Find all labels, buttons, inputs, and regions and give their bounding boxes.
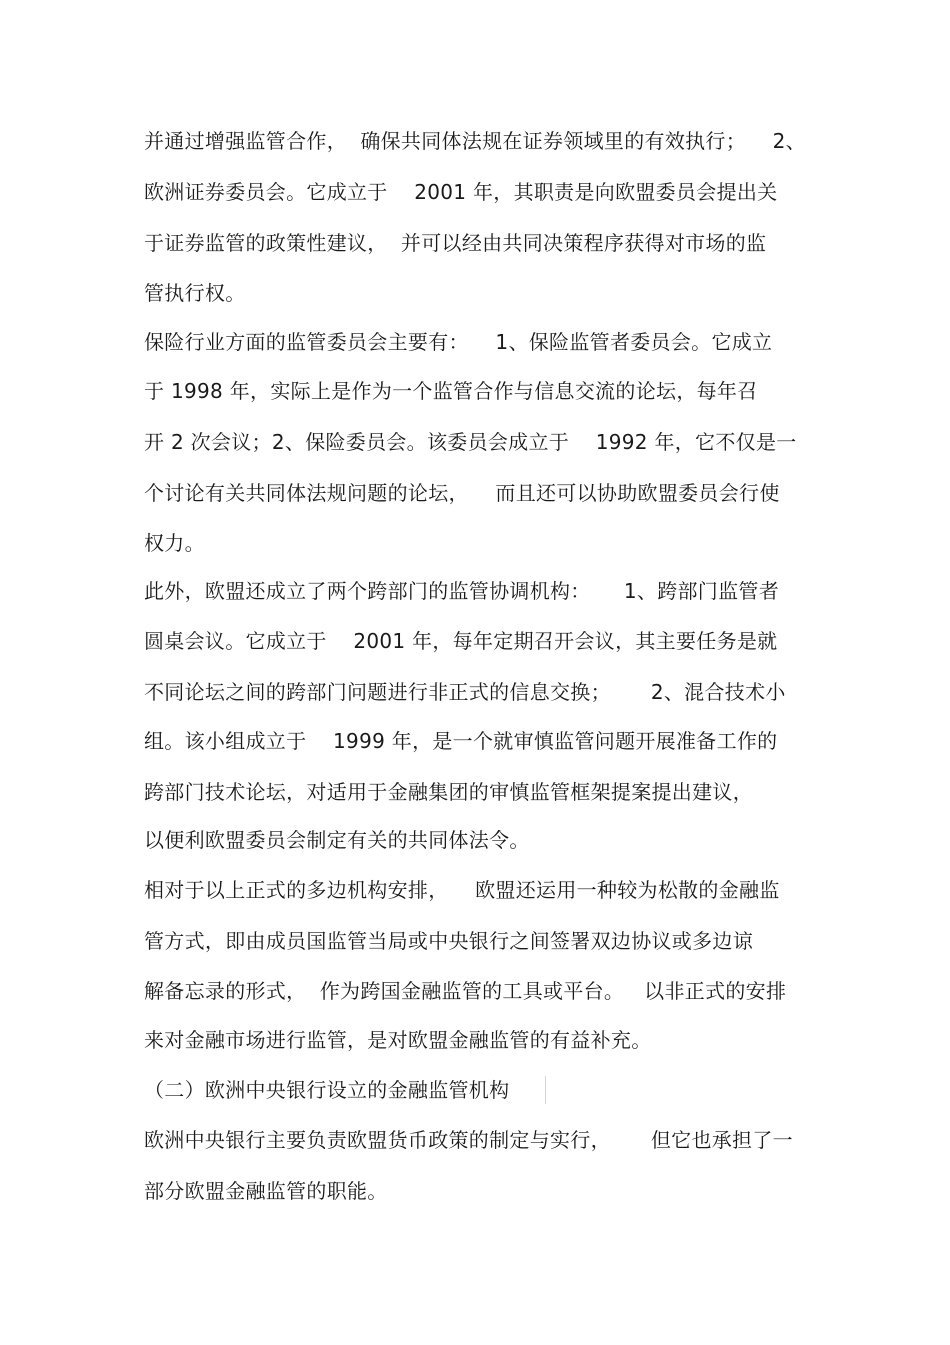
text-line: 此外，欧盟还成立了两个跨部门的监管协调机构： 1、跨部门监管者: [144, 579, 780, 603]
text-line: 并通过增强监管合作， 确保共同体法规在证券领域里的有效执行； 2、: [144, 129, 806, 153]
text-line: 来对金融市场进行监管，是对欧盟金融监管的有益补充。: [144, 1028, 652, 1052]
text-line: 管方式，即由成员国监管当局或中央银行之间签署双边协议或多边谅: [144, 929, 753, 953]
text-line: 组。该小组成立于 1999 年，是一个就审慎监管问题开展准备工作的: [144, 729, 778, 753]
text-line: 个讨论有关共同体法规问题的论坛， 而且还可以协助欧盟委员会行使: [144, 481, 780, 505]
text-line: 相对于以上正式的多边机构安排， 欧盟还运用一种较为松散的金融监: [144, 878, 780, 902]
text-line: 不同论坛之间的跨部门问题进行非正式的信息交换； 2、混合技术小: [144, 680, 786, 704]
text-line: 欧洲中央银行主要负责欧盟货币政策的制定与实行， 但它也承担了一: [144, 1128, 793, 1152]
text-line: 开 2 次会议；2、保险委员会。该委员会成立于 1992 年，它不仅是一: [144, 430, 797, 454]
text-line: 以便利欧盟委员会制定有关的共同体法令。: [144, 828, 530, 852]
text-line: 于 1998 年，实际上是作为一个监管合作与信息交流的论坛，每年召: [144, 379, 758, 403]
text-line: 跨部门技术论坛，对适用于金融集团的审慎监管框架提案提出建议，: [144, 780, 753, 804]
text-line: 解备忘录的形式， 作为跨国金融监管的工具或平台。 以非正式的安排: [144, 979, 787, 1003]
text-line: 部分欧盟金融监管的职能。: [144, 1179, 388, 1203]
text-line: 欧洲证券委员会。它成立于 2001 年，其职责是向欧盟委员会提出关: [144, 180, 778, 204]
text-line: 管执行权。: [144, 281, 246, 305]
text-line: 保险行业方面的监管委员会主要有： 1、保险监管者委员会。它成立: [144, 330, 773, 354]
text-line: 圆桌会议。它成立于 2001 年，每年定期召开会议，其主要任务是就: [144, 629, 778, 653]
text-line: 于证券监管的政策性建议， 并可以经由共同决策程序获得对市场的监: [144, 231, 767, 255]
heading-divider: [545, 1076, 546, 1104]
section-heading: （二）欧洲中央银行设立的金融监管机构: [144, 1078, 510, 1102]
text-line: 权力。: [144, 531, 205, 555]
